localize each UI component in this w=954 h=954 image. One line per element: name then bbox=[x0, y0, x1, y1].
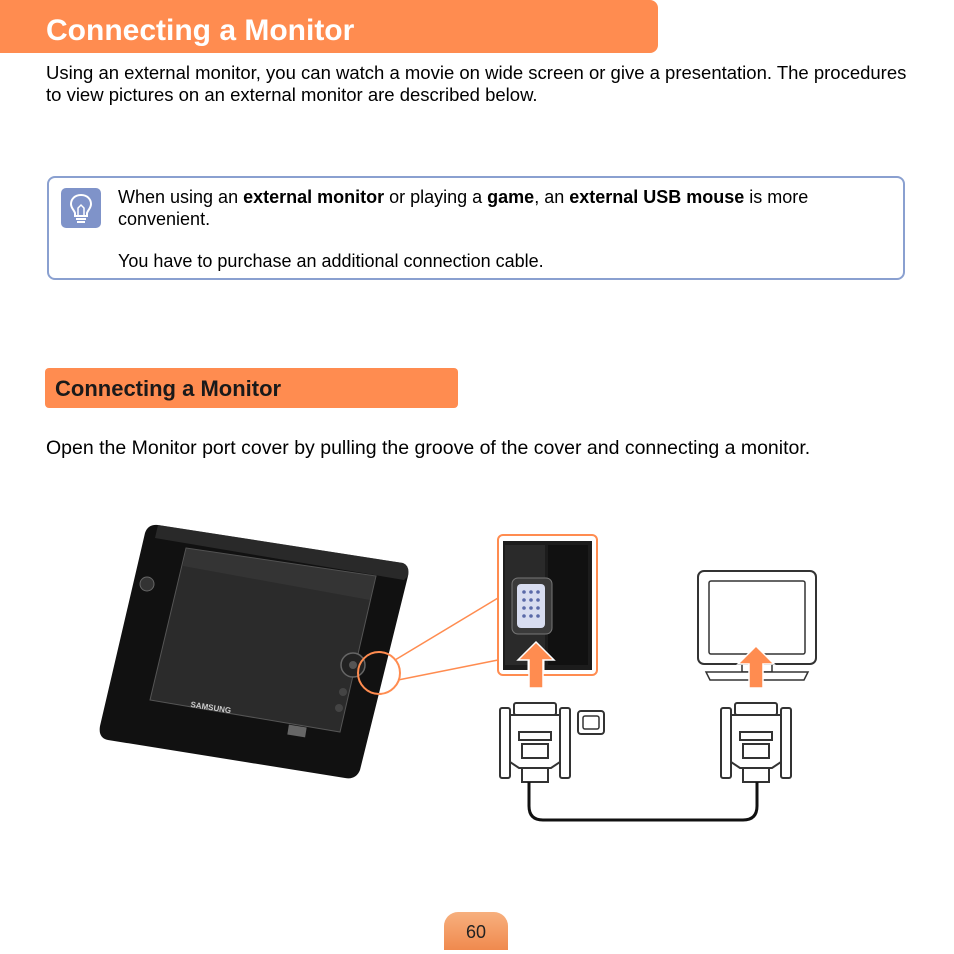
vga-connector-left bbox=[500, 703, 570, 782]
connection-illustration bbox=[0, 500, 954, 840]
section-body: Open the Monitor port cover by pulling the groove of the cover and connecting a monitor. bbox=[46, 437, 811, 459]
section-banner bbox=[45, 368, 458, 408]
note-text-part: , an bbox=[534, 187, 570, 207]
vga-connector-right bbox=[721, 703, 791, 782]
lightbulb-icon bbox=[61, 188, 101, 228]
note-bold-usb-mouse: external USB mouse bbox=[569, 187, 745, 207]
monitor-port-icon bbox=[578, 711, 604, 734]
note-text-part: is more convenient. bbox=[118, 187, 809, 229]
title-banner bbox=[0, 0, 658, 53]
note-text-part: When using an bbox=[118, 187, 244, 207]
note-bold-game: game bbox=[487, 187, 535, 207]
note-line-2: You have to purchase an additional connection cable. bbox=[118, 251, 544, 271]
samsung-logo: SAMSUNG bbox=[189, 699, 232, 716]
page-number: 60 bbox=[465, 922, 487, 942]
intro-paragraph: Using an external monitor, you can watch a movie on wide screen or give a presentation. The procedures to view pictures on an external monitor are described below. bbox=[46, 62, 907, 105]
note-bold-external-monitor: external monitor bbox=[243, 187, 385, 207]
note-line-1 bbox=[118, 186, 888, 230]
note-text-part: or playing a bbox=[384, 187, 488, 207]
page-number-tab bbox=[444, 912, 508, 950]
section-title: Connecting a Monitor bbox=[55, 376, 282, 401]
note-box bbox=[47, 176, 905, 280]
vga-cable bbox=[529, 782, 757, 820]
note-text bbox=[118, 186, 888, 292]
umpc-device-image bbox=[100, 525, 409, 778]
page-title: Connecting a Monitor bbox=[46, 14, 355, 47]
